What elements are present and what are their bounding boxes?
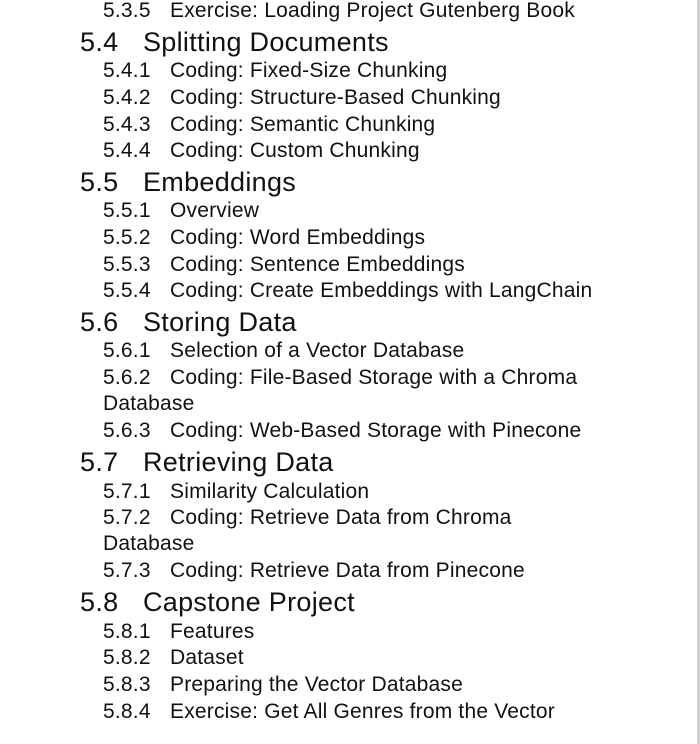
toc-entry-5-3-5[interactable] <box>103 0 663 24</box>
toc-number: 5.5.2 <box>103 226 151 249</box>
toc-title: Dataset <box>170 646 244 669</box>
toc-section-5-7[interactable] <box>80 446 334 478</box>
toc-entry-5-7-3[interactable] <box>103 558 663 584</box>
toc-section-5-4[interactable] <box>80 26 389 58</box>
toc-title: Coding: Structure-Based Chunking <box>170 86 501 109</box>
toc-title: Splitting Documents <box>143 27 389 57</box>
toc-number: 5.7 <box>80 447 119 477</box>
toc-title: Coding: Word Embeddings <box>170 226 426 249</box>
toc-entry-5-5-4[interactable] <box>103 278 663 304</box>
toc-entry-5-8-1[interactable] <box>103 619 663 645</box>
toc-number: 5.4.2 <box>103 86 151 109</box>
toc-number: 5.5.4 <box>103 279 151 302</box>
toc-number: 5.7.3 <box>103 559 151 582</box>
toc-entry-5-8-4[interactable] <box>103 699 663 725</box>
toc-title: Coding: Fixed-Size Chunking <box>170 59 448 82</box>
toc-number: 5.7.1 <box>103 480 151 503</box>
toc-entry-5-5-3[interactable] <box>103 252 663 278</box>
toc-entry-5-5-1[interactable] <box>103 198 663 224</box>
toc-number: 5.8.3 <box>103 673 151 696</box>
toc-title: Selection of a Vector Database <box>170 339 465 362</box>
toc-title: Retrieving Data <box>143 447 334 477</box>
toc-number: 5.3.5 <box>103 0 151 22</box>
toc-entry-5-4-3[interactable] <box>103 112 663 138</box>
toc-entry-5-4-4[interactable] <box>103 138 663 164</box>
toc-title: Coding: Retrieve Data from Pinecone <box>170 559 525 582</box>
toc-number: 5.5.1 <box>103 199 151 222</box>
toc-title: Coding: Retrieve Data from Chroma <box>170 506 512 529</box>
toc-title: Capstone Project <box>143 587 355 617</box>
toc-entry-5-8-3[interactable] <box>103 672 663 698</box>
toc-number: 5.6.2 <box>103 366 151 389</box>
toc-number: 5.7.2 <box>103 506 151 529</box>
toc-number: 5.6.3 <box>103 419 151 442</box>
toc-entry-5-4-1[interactable] <box>103 58 663 84</box>
toc-section-5-8[interactable] <box>80 586 355 618</box>
toc-title-continuation: Database <box>103 392 195 415</box>
toc-entry-5-5-2[interactable] <box>103 225 663 251</box>
toc-number: 5.6.1 <box>103 339 151 362</box>
toc-title: Coding: Web-Based Storage with Pinecone <box>170 419 582 442</box>
toc-number: 5.6 <box>80 307 119 337</box>
toc-title-continuation: Database <box>103 532 195 555</box>
toc-section-5-5[interactable] <box>80 166 296 198</box>
toc-entry-5-6-1[interactable] <box>103 338 663 364</box>
toc-title: Storing Data <box>143 307 297 337</box>
toc-number: 5.4.3 <box>103 113 151 136</box>
toc-number: 5.4.1 <box>103 59 151 82</box>
toc-title: Coding: File-Based Storage with a Chroma <box>170 366 578 389</box>
toc-section-5-6[interactable] <box>80 306 297 338</box>
toc-entry-5-7-2[interactable] <box>103 505 663 557</box>
toc-number: 5.5.3 <box>103 253 151 276</box>
toc-number: 5.8.4 <box>103 700 151 723</box>
toc-title: Preparing the Vector Database <box>170 673 463 696</box>
toc-title: Overview <box>170 199 260 222</box>
toc-number: 5.4 <box>80 27 119 57</box>
toc-title: Coding: Custom Chunking <box>170 139 420 162</box>
toc-entry-5-6-3[interactable] <box>103 418 663 444</box>
toc-number: 5.4.4 <box>103 139 151 162</box>
toc-title: Features <box>170 620 255 643</box>
toc-entry-5-6-2[interactable] <box>103 365 663 417</box>
toc-title: Coding: Create Embeddings with LangChain <box>170 279 593 302</box>
toc-number: 5.8 <box>80 587 119 617</box>
toc-title: Exercise: Loading Project Gutenberg Book <box>170 0 575 22</box>
toc-title: Coding: Sentence Embeddings <box>170 253 465 276</box>
toc-number: 5.5 <box>80 167 119 197</box>
toc-title: Exercise: Get All Genres from the Vector <box>170 700 555 723</box>
toc-entry-5-7-1[interactable] <box>103 479 663 505</box>
toc-title: Coding: Semantic Chunking <box>170 113 436 136</box>
toc-title: Embeddings <box>143 167 297 197</box>
toc-number: 5.8.1 <box>103 620 151 643</box>
toc-entry-5-4-2[interactable] <box>103 85 663 111</box>
toc-entry-5-8-2[interactable] <box>103 645 663 671</box>
toc-title: Similarity Calculation <box>170 480 370 503</box>
toc-number: 5.8.2 <box>103 646 151 669</box>
